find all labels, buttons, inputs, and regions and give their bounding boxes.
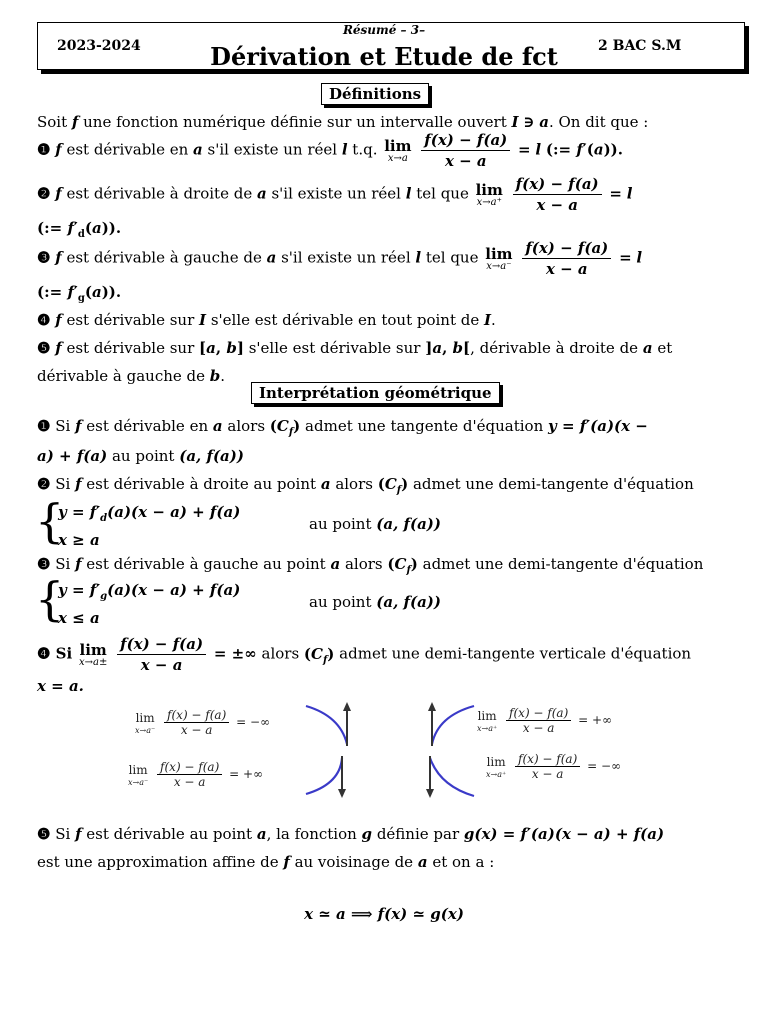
definition-3-cont: (:= $f'_g(a)$).: [37, 283, 122, 304]
interpretation-1-cont: a) + f(a) au point (a, f(a)): [37, 447, 244, 465]
interpretation-2: ❷ Si f est dérivable à droite au point a alors $(C_f)$ admet une demi-tangente d'équation: [37, 475, 694, 496]
approximation-formula: x ≃ a ⟹ f(x) ≃ g(x): [304, 905, 464, 923]
system-2-point: au point (a, f(a)): [309, 515, 441, 533]
system-3-point: au point (a, f(a)): [309, 593, 441, 611]
definition-1: ❶ f est dérivable en a s'il existe un réel l t.q. lim x→a $\frac{f(x) - f(a)}{x - a}$ = l (:= f′(a)).: [37, 131, 623, 170]
figure-case-2-label: lim x→a⁺ $\frac{f(x) - f(a)}{x - a}$ = +∞: [477, 706, 613, 735]
interpretation-5: ❺ Si f est dérivable au point a, la fonction g définie par g(x) = f′(a)(x − a) + f(a): [37, 825, 665, 843]
header-year: 2023-2024: [57, 38, 141, 54]
page-title: Dérivation et Etude de fct: [210, 42, 558, 71]
interpretation-4: ❹ Si lim x→a± $\frac{f(x) - f(a)}{x - a}$ = ±∞ alors $(C_f)$ admet une demi-tangente verticale d'équation: [37, 635, 692, 674]
figure-case-4-label: lim x→a⁺ $\frac{f(x) - f(a)}{x - a}$ = −∞: [486, 752, 622, 781]
definition-5: ❺ f est dérivable sur [a, b] s'elle est dérivable sur ]a, b[, dérivable à droite de a et: [37, 339, 673, 357]
definition-2-cont: (:= $f'_d(a)$).: [37, 219, 122, 240]
figure-case-3-label: lim x→a⁻ $\frac{f(x) - f(a)}{x - a}$ = +∞: [128, 760, 264, 789]
section-interpretation-title: Interprétation géométrique: [251, 382, 500, 404]
header-resume: Résumé – 3–: [342, 23, 426, 37]
system-brace: {: [35, 494, 65, 548]
interpretation-1: ❶ Si f est dérivable en a alors $(C_f)$ admet une tangente d'équation y = f′(a)(x −: [37, 417, 648, 438]
interpretation-4-cont: x = a.: [37, 677, 84, 695]
figure-left-curves: [300, 700, 360, 800]
system-3-cond: x ≤ a: [58, 609, 100, 627]
figure-right-curves: [418, 700, 478, 800]
curve-case-1: [306, 706, 347, 744]
curve-case-3: [306, 758, 342, 794]
interpretation-5-cont: est une approximation affine de f au voisinage de a et on a :: [37, 853, 495, 871]
section-definitions-title: Définitions: [321, 83, 429, 105]
definition-4: ❹ f est dérivable sur I s'elle est dérivable en tout point de I.: [37, 311, 496, 329]
definition-2: ❷ f est dérivable à droite de a s'il existe un réel l tel que lim x→a⁺ $\frac{f(x) - f(a)}{x - a}$ = l: [37, 175, 633, 214]
definition-5-cont: dérivable à gauche de b.: [37, 367, 226, 385]
figure-case-1-label: lim x→a⁻ $\frac{f(x) - f(a)}{x - a}$ = −∞: [135, 708, 271, 737]
interpretation-3: ❸ Si f est dérivable à gauche au point a alors $(C_f)$ admet une demi-tangente d'équation: [37, 555, 704, 576]
header-class: 2 BAC S.M: [598, 38, 682, 54]
curve-case-2: [432, 706, 474, 744]
definition-3: ❸ f est dérivable à gauche de a s'il existe un réel l tel que lim x→a⁻ $\frac{f(x) - f(a)}{x - a}$ = l: [37, 239, 643, 278]
definitions-intro: Soit f une fonction numérique définie sur un intervalle ouvert I ∋ a. On dit que :: [37, 113, 649, 131]
system-brace: {: [35, 572, 65, 626]
system-2-cond: x ≥ a: [58, 531, 100, 549]
system-2-eq: $y = f'_d(a)(x - a) + f(a)$: [58, 503, 241, 524]
system-3-eq: $y = f'_g(a)(x - a) + f(a)$: [58, 581, 241, 602]
curve-case-4: [430, 758, 474, 796]
